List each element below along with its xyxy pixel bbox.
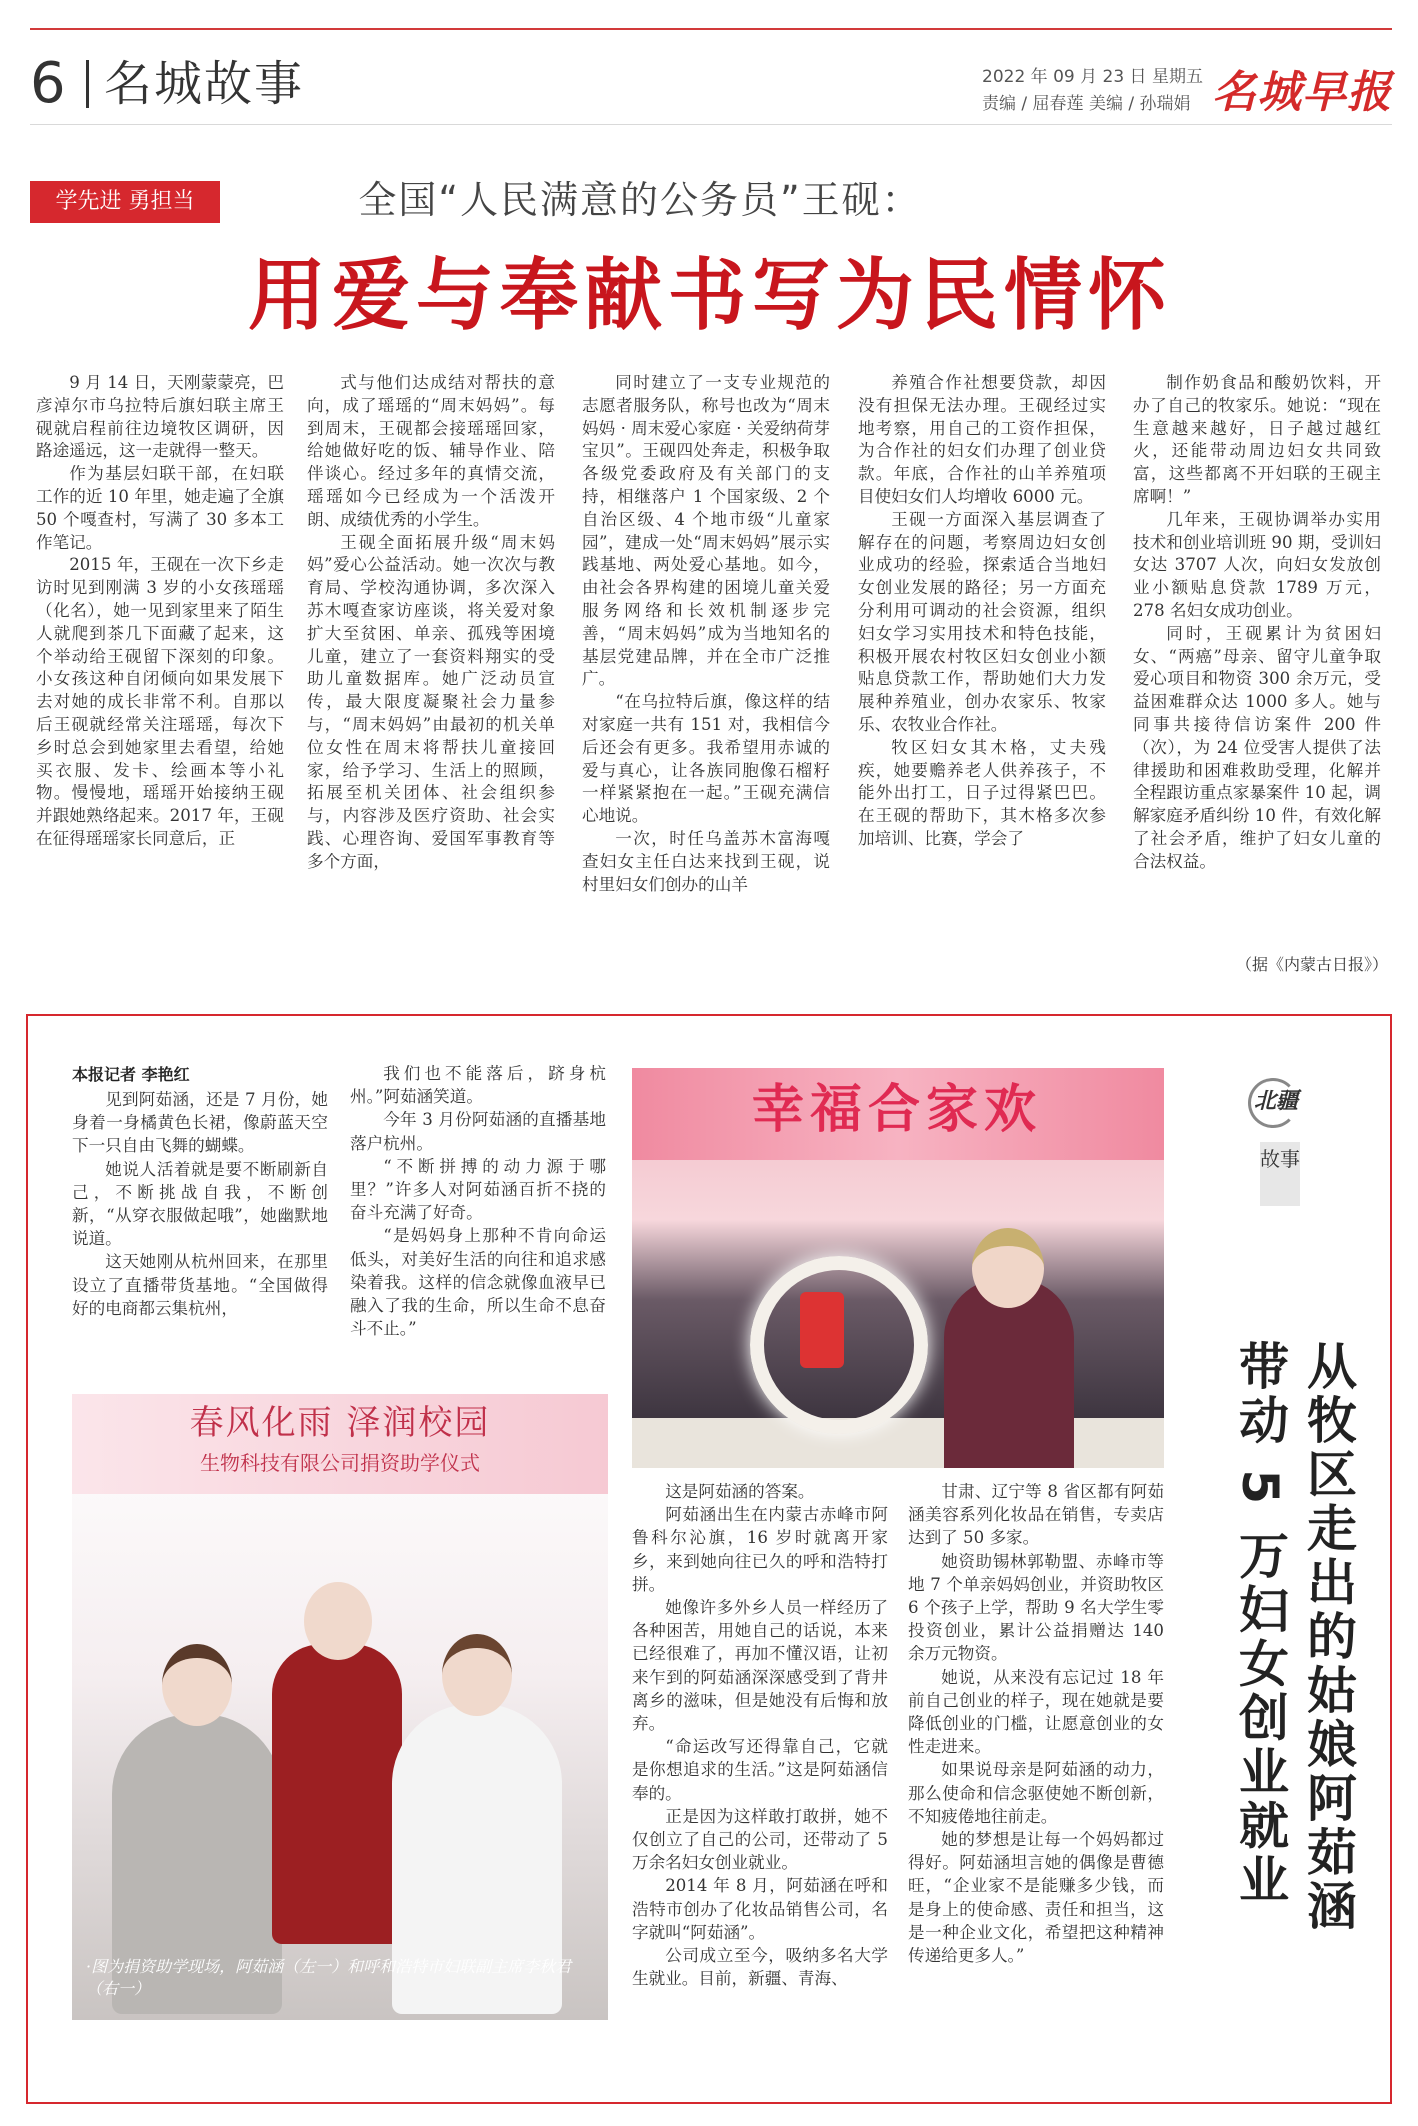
newspaper-logo: 名城早报 (1212, 67, 1392, 118)
paragraph: 她的梦想是让每一个妈妈都过得好。阿茹涵坦言她的偶像是曹德旺，“企业家不是能赚多少钱，而是身上的使命感、责任和担当，这是一种企业文化，希望把这种精神传递给更多人。” (908, 1830, 1164, 1966)
paragraph: 我们也不能落后，跻身杭州。”阿茹涵笑道。 (350, 1064, 606, 1107)
masthead-divider (30, 124, 1392, 125)
article1-column-3 (582, 372, 830, 972)
article2-byline: 本报记者 李艳红 (72, 1065, 190, 1084)
person-right-head (442, 1634, 512, 1716)
article1-column-2 (307, 372, 555, 972)
child-head (304, 1582, 372, 1660)
paragraph: “在乌拉特后旗，像这样的结对家庭一共有 151 对，我相信今后还会有更多。我希望用赤诚的爱与真心，让各族同胞像石榴籽一样紧紧抱在一起。”王砚充满信心地说。 (582, 692, 830, 826)
paragraph: 2015 年，王砚在一次下乡走访时见到刚满 3 岁的小女孩瑶瑶（化名），她一见到家里来了陌生人就爬到茶几下面藏了起来，这个举动给王砚留下深刻的印象。小女孩这种自闭倾向如果发展下去对她的成长非常不利。自那以后王砚就经常关注瑶瑶，每次下乡时总会到她家里去看望，给她买衣服、发卡、绘画本等小礼物。慢慢地，瑶瑶开始接纳王砚并跟她熟络起来。2017 年，王砚在征得瑶瑶家长同意后，正 (36, 555, 284, 848)
paragraph: 今年 3 月份阿茹涵的直播基地落户杭州。 (350, 1110, 606, 1153)
photo-caption: ·图为捐资助学现场，阿茹涵（左一）和呼和浩特市妇联副主席李秋君（右一） (86, 1957, 572, 1998)
paragraph: “不断拼搏的动力源于哪里？”许多人对阿茹涵百折不挠的奋斗充满了好奇。 (350, 1156, 606, 1223)
paragraph: 2014 年 8 月，阿茹涵在呼和浩特市创办了化妆品销售公司，名字就叫“阿茹涵”。 (632, 1876, 888, 1942)
phone-on-stand (800, 1292, 844, 1368)
paragraph: 这天她刚从杭州回来，在那里设立了直播带货基地。“全国做得好的电商都云集杭州， (72, 1252, 328, 1318)
article1-column-4 (858, 372, 1106, 972)
paragraph: 制作奶食品和酸奶饮料，开办了自己的牧家乐。她说：“现在生意越来越好，日子越过越红火，还能带动周边妇女共同致富，这些都离不开妇联的王砚主席啊！” (1133, 373, 1381, 506)
ceremony-banner-subtitle: 生物科技有限公司捐资助学仪式 (200, 1451, 480, 1475)
paragraph: 正是因为这样敢打敢拼，她不仅创立了自己的公司，还带动了 5 万余名妇女创业就业。 (632, 1806, 888, 1873)
paragraph: “命运改写还得靠自己，它就是你想追求的生活。”这是阿茹涵信奉的。 (632, 1737, 888, 1803)
article1-column-5 (1133, 372, 1381, 972)
logo-text: 北疆 (1254, 1088, 1299, 1114)
article2-headline-line1: 从牧区走出的姑娘阿茹涵 (1299, 1340, 1357, 1934)
article1-headline: 用爱与奉献书写为民情怀 (247, 251, 1172, 341)
article2-column-2 (350, 1062, 606, 1380)
top-rule (30, 28, 1392, 30)
paragraph: 她说人活着就是要不断刷新自己，不断挑战自我，不断创新，“从穿衣服做起哦”，她幽默地说道。 (72, 1159, 328, 1249)
paragraph: “是妈妈身上那种不肯向命运低头，对美好生活的向往和追求感染着我。这样的信念就像血液早已融入了我的生命，所以生命不息奋斗不止。” (350, 1226, 606, 1339)
issue-date: 2022 年 09 月 23 日 星期五 (982, 67, 1203, 87)
paragraph: 9 月 14 日，天刚蒙蒙亮，巴彦淖尔市乌拉特后旗妇联主席王砚就启程前往边境牧区调研，因路途遥远，这一走就得一整天。 (36, 373, 284, 461)
paragraph: 王砚全面拓展升级“周末妈妈”爱心公益活动。她一次次与教育局、学校沟通协调，多次深入苏木嘎查家访座谈，将关爱对象扩大至贫困、单亲、孤残等困境儿童，建立了一套资料翔实的受助儿童数据库。她广泛动员宣传，最大限度凝聚社会力量参与，“周末妈妈”由最初的机关单位女性在周末将帮扶儿童接回家，给予学习、生活上的照顾，拓展至机关团体、社会组织参与，内容涉及医疗资助、社会实践、心理咨询、爱国军事教育等多个方面， (307, 532, 555, 871)
paragraph: 阿茹涵出生在内蒙古赤峰市阿鲁科尔沁旗，16 岁时就离开家乡，来到她向往已久的呼和浩特打拼。 (632, 1505, 888, 1594)
paragraph: 这是阿茹涵的答案。 (665, 1482, 815, 1501)
paragraph: 见到阿茹涵，还是 7 月份，她身着一身橘黄色长裙，像蔚蓝天空下一只自由飞舞的蝴蝶。 (72, 1090, 328, 1156)
paragraph: 同时，王砚累计为贫困妇女、“两癌”母亲、留守儿童争取爱心项目和物资 300 余万元，受益困难群众达 1000 多人。她与同事共接待信访案件 200 件（次），为 24 位受害人提供了法律援助和困难救助受理，化解并全程跟访重点家暴案件 10 起，调解家庭矛盾纠纷 10 件，有效化解了社会矛盾，维护了妇女儿童的合法权益。 (1133, 623, 1381, 871)
paragraph: 作为基层妇联干部，在妇联工作的近 10 年里，她走遍了全旗 50 个嘎查村，写满了 30 多本工作笔记。 (36, 464, 284, 552)
article2-column-4 (908, 1480, 1164, 2052)
article2-headline-line2: 带动 5 万妇女创业就业 (1231, 1340, 1289, 1908)
donation-ceremony-photo (72, 1394, 608, 2020)
child-center (272, 1644, 402, 1944)
person-left-head (162, 1644, 232, 1726)
section-name: 名城故事 (104, 56, 305, 112)
column-tag: 故事 (1260, 1142, 1300, 1206)
page-number-divider (86, 60, 89, 108)
article2-column-3 (632, 1480, 888, 2052)
photo-banner-text: 幸福合家欢 (751, 1080, 1042, 1140)
article1-kicker: 全国“人民满意的公务员”王砚： (358, 178, 922, 222)
paragraph: 她说，从来没有忘记过 18 年前自己创业的样子，现在她就是要降低创业的门槛，让愿意创业的女性走进来。 (908, 1667, 1164, 1757)
paragraph: 牧区妇女其木格，丈夫残疾，她要赡养老人供养孩子，不能外出打工，日子过得紧巴巴。在王砚的帮助下，其木格多次参加培训、比赛，学会了 (858, 737, 1106, 848)
paragraph: 如果说母亲是阿茹涵的动力，那么使命和信念驱使她不断创新，不知疲倦地往前走。 (908, 1760, 1164, 1826)
livestream-photo (632, 1068, 1164, 1468)
topic-tag-badge: 学先进 勇担当 (30, 181, 220, 223)
paragraph: 甘肃、辽宁等 8 省区都有阿茹涵美容系列化妆品在销售，专卖店达到了 50 多家。 (908, 1482, 1164, 1548)
paragraph: 养殖合作社想要贷款，却因没有担保无法办理。王砚经过实地考察，用自己的工资作担保，为合作社的妇女们办理了创业贷款。年底，合作社的山羊养殖项目使妇女们人均增收 6000 元。 (858, 373, 1106, 506)
editors-credit: 责编 / 屈春莲 美编 / 孙瑞娟 (982, 94, 1191, 114)
article1-source: （据《内蒙古日报》） (1235, 955, 1388, 974)
article2-column-1 (72, 1088, 328, 1378)
paragraph: 公司成立至今，吸纳多名大学生就业。目前，新疆、青海、 (632, 1946, 888, 1989)
article1-column-1 (36, 372, 284, 972)
ceremony-banner-text: 春风化雨 泽润校园 (189, 1403, 491, 1443)
paragraph: 同时建立了一支专业规范的志愿者服务队，称号也改为“周末妈妈 · 周末爱心家庭 · 关爱纳荷芽宝贝”。王砚四处奔走，积极争取各级党委政府及有关部门的支持，相继落户 1 个国家级、2 个自治区级、4 个地市级“儿童家园”，建成一处“周末妈妈”展示实践基地、两处爱心基地。如今，由社会各界构建的困境儿童关爱服务网络和长效机制逐步完善，“周末妈妈”成为当地知名的基层党建品牌，并在全市广泛推广。 (582, 373, 830, 689)
paragraph: 她资助锡林郭勒盟、赤峰市等地 7 个单亲妈妈创业，并资助牧区 6 个孩子上学，帮助 9 名大学生零投资创业，累计公益捐赠达 140 余万元物资。 (908, 1551, 1164, 1664)
paragraph: 一次，时任乌盖苏木富海嘎查妇女主任白达来找到王砚，说村里妇女们创办的山羊 (582, 828, 830, 894)
paragraph: 几年来，王砚协调举办实用技术和创业培训班 90 期，受训妇女达 3707 人次，向妇女发放创业小额贴息贷款 1789 万元，278 名妇女成功创业。 (1133, 509, 1381, 620)
presenter-head (972, 1228, 1044, 1308)
photo-desk (632, 1418, 1164, 1468)
page-number: 6 (30, 51, 66, 116)
paragraph: 她像许多外乡人员一样经历了各种困苦，用她自己的话说，本来已经很难了，再加不懂汉语，让初来乍到的阿茹涵深深感受到了背井离乡的滋味，但是她没有后悔和放弃。 (632, 1598, 888, 1734)
paragraph: 式与他们达成结对帮扶的意向，成了瑶瑶的“周末妈妈”。每到周末，王砚都会接瑶瑶回家，给她做好吃的饭、辅导作业、陪伴谈心。经过多年的真情交流，瑶瑶如今已经成为一个活泼开朗、成绩优秀的小学生。 (307, 373, 555, 529)
paragraph: 王砚一方面深入基层调查了解存在的问题，考察周边妇女创业成功的经验，探索适合当地妇女创业发展的路径；另一方面充分利用可调动的社会资源，组织妇女学习实用技术和特色技能，积极开展农村牧区妇女创业小额贴息贷款工作，帮助她们大力发展种养殖业，创办农家乐、牧家乐、农牧业合作社。 (858, 509, 1106, 734)
beijiang-column-logo (1240, 1072, 1320, 1132)
